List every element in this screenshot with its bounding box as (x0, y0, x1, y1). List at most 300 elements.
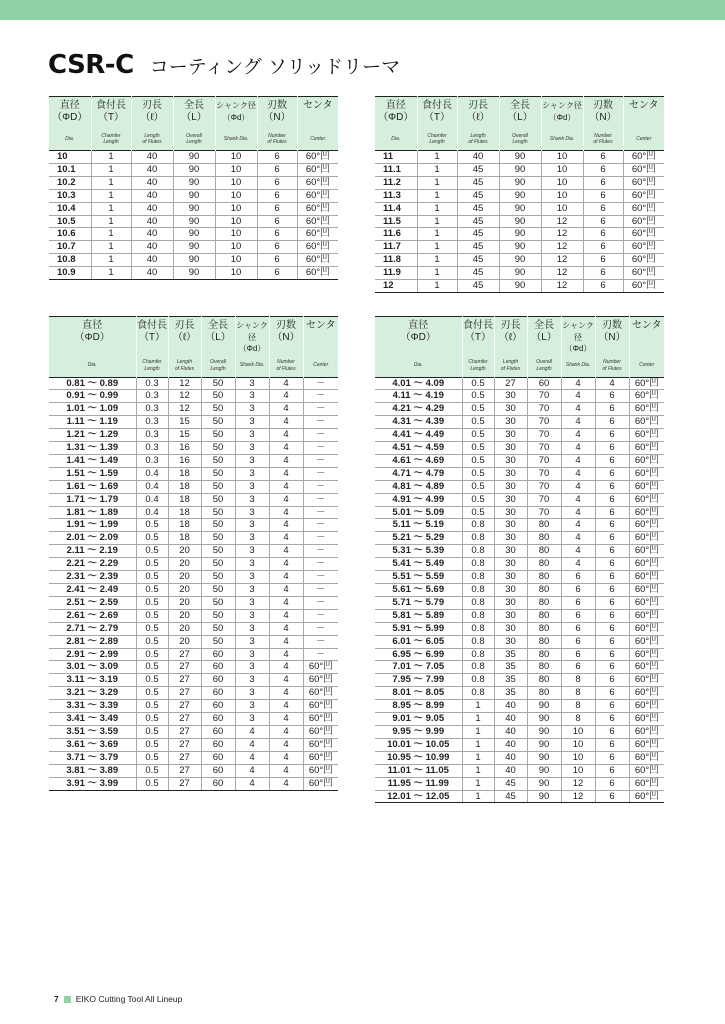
table-cell: 0.5 (136, 596, 168, 609)
diameter-cell: 5.31 ～ 5.39 (375, 545, 462, 558)
table-row (375, 390, 664, 403)
table-row (375, 241, 664, 254)
table-cell: 90 (173, 151, 215, 164)
table-cell: 3 (235, 429, 269, 442)
diameter-cell: 11.2 (375, 176, 417, 189)
table-cell: － (303, 480, 338, 493)
diameter-cell: 2.31 ～ 2.39 (49, 571, 136, 584)
table-row (49, 189, 338, 202)
diameter-cell: 3.71 ～ 3.79 (49, 751, 136, 764)
table-cell: 60°凹 (623, 241, 664, 254)
table-cell: － (303, 390, 338, 403)
table-cell: 6 (595, 661, 629, 674)
diameter-cell: 10.1 (49, 163, 91, 176)
column-header: シャンク径 （Φd） (235, 317, 269, 355)
diameter-cell: 5.01 ～ 5.09 (375, 506, 462, 519)
table-cell: 6 (595, 674, 629, 687)
table-cell: － (303, 609, 338, 622)
table-row (49, 738, 338, 751)
table-cell: 1 (91, 189, 131, 202)
diameter-cell: 1.11 ～ 1.19 (49, 416, 136, 429)
table-cell: 30 (494, 519, 527, 532)
diameter-cell: 11.01 ～ 11.05 (375, 764, 462, 777)
table-cell: 20 (168, 635, 201, 648)
table-cell: 0.5 (136, 713, 168, 726)
table-cell: 60°凹 (629, 751, 664, 764)
table-cell: 30 (494, 545, 527, 558)
table-cell: 4 (269, 725, 303, 738)
column-header: シャンク径 （Φd） (561, 317, 595, 355)
diameter-cell: 6.95 ～ 6.99 (375, 648, 462, 661)
table-cell: 60°凹 (629, 596, 664, 609)
table-cell: 4 (561, 493, 595, 506)
table-cell: 3 (235, 687, 269, 700)
table-cell: 1 (91, 228, 131, 241)
table-cell: 1 (417, 189, 457, 202)
table-cell: 1 (91, 176, 131, 189)
table-cell: 0.8 (462, 674, 494, 687)
table-cell: 45 (457, 228, 499, 241)
table-cell: 30 (494, 584, 527, 597)
table-cell: 70 (527, 416, 561, 429)
table-cell: 1 (417, 215, 457, 228)
table-cell: 6 (257, 151, 297, 164)
table-row (375, 151, 664, 164)
table-cell: 30 (494, 609, 527, 622)
diameter-cell: 4.81 ～ 4.89 (375, 480, 462, 493)
table-cell: 60°凹 (303, 687, 338, 700)
table-cell: 4 (235, 777, 269, 790)
table-row (375, 738, 664, 751)
table-cell: 10 (215, 151, 257, 164)
table-cell: 60°凹 (629, 738, 664, 751)
table-cell: 6 (583, 189, 623, 202)
table-cell: 0.5 (136, 777, 168, 790)
table-cell: 60 (201, 738, 235, 751)
table-cell: 6 (595, 622, 629, 635)
table-cell: 30 (494, 558, 527, 571)
table-cell: 4 (269, 390, 303, 403)
table-cell: 80 (527, 571, 561, 584)
table-cell: 4 (269, 558, 303, 571)
footer-square-icon (64, 996, 71, 1003)
table-row (49, 267, 338, 280)
table-row (375, 674, 664, 687)
table-cell: 0.4 (136, 480, 168, 493)
column-header-en: Overall Length (173, 128, 215, 151)
table-cell: 6 (595, 558, 629, 571)
diameter-cell: 3.31 ～ 3.39 (49, 700, 136, 713)
table-cell: 80 (527, 532, 561, 545)
table-cell: 90 (527, 725, 561, 738)
diameter-cell: 2.21 ～ 2.29 (49, 558, 136, 571)
table-cell: 1 (417, 163, 457, 176)
table-cell: 45 (457, 267, 499, 280)
table-cell: 6 (595, 596, 629, 609)
table-row (375, 202, 664, 215)
table-cell: 12 (541, 280, 583, 293)
table-cell: 60 (201, 687, 235, 700)
table-cell: 45 (457, 241, 499, 254)
diameter-cell: 3.81 ～ 3.89 (49, 764, 136, 777)
top-accent-bar (0, 0, 725, 20)
column-header-en: Dia. (49, 355, 136, 378)
table-cell: 60°凹 (623, 163, 664, 176)
column-header: センタ (623, 97, 664, 129)
table-cell: 0.8 (462, 584, 494, 597)
table-cell: 0.5 (136, 545, 168, 558)
table-row (49, 506, 338, 519)
table-cell: 50 (201, 467, 235, 480)
table-cell: 27 (168, 751, 201, 764)
table-cell: 60°凹 (623, 151, 664, 164)
table-cell: 60°凹 (303, 777, 338, 790)
table-cell: 6 (595, 687, 629, 700)
table-cell: 0.5 (136, 661, 168, 674)
table-cell: 45 (457, 280, 499, 293)
table-cell: 3 (235, 519, 269, 532)
table-cell: 0.5 (136, 648, 168, 661)
table-cell: 6 (595, 467, 629, 480)
table-cell: 12 (168, 377, 201, 390)
table-cell: 80 (527, 558, 561, 571)
column-header: 刃長 （ℓ） (494, 317, 527, 355)
table-cell: 80 (527, 519, 561, 532)
column-header: 全長 （L） (527, 317, 561, 355)
table-cell: 90 (499, 280, 541, 293)
table-cell: － (303, 622, 338, 635)
column-header-en: Length of Flutes (457, 128, 499, 151)
table-cell: － (303, 558, 338, 571)
column-header-en: Shank Dia. (215, 128, 257, 151)
table-cell: 50 (201, 584, 235, 597)
table-cell: 3 (235, 377, 269, 390)
table-row (49, 777, 338, 790)
table-cell: 6 (595, 777, 629, 790)
diameter-cell: 1.01 ～ 1.09 (49, 403, 136, 416)
table-cell: － (303, 429, 338, 442)
table-cell: 4 (269, 713, 303, 726)
diameter-cell: 10.4 (49, 202, 91, 215)
table-cell: － (303, 377, 338, 390)
table-cell: 1 (417, 228, 457, 241)
table-row (375, 661, 664, 674)
table-row (49, 228, 338, 241)
column-header-en: Shank Dia. (235, 355, 269, 378)
table-row (49, 584, 338, 597)
table-cell: 1 (462, 777, 494, 790)
table-cell: 4 (269, 700, 303, 713)
table-cell: 60°凹 (629, 442, 664, 455)
diameter-cell: 11.5 (375, 215, 417, 228)
table-cell: 45 (457, 189, 499, 202)
table-cell: 30 (494, 493, 527, 506)
table-cell: 15 (168, 429, 201, 442)
table-cell: 50 (201, 390, 235, 403)
table-cell: 4 (269, 519, 303, 532)
footer-text: EIKO Cutting Tool All Lineup (75, 994, 183, 1004)
table-cell: 0.5 (136, 751, 168, 764)
table-cell: 60°凹 (629, 687, 664, 700)
table-cell: 0.5 (136, 700, 168, 713)
table-cell: 4 (269, 467, 303, 480)
table-cell: 90 (499, 267, 541, 280)
table-cell: 90 (499, 241, 541, 254)
table-cell: 27 (168, 777, 201, 790)
table-cell: 0.5 (136, 635, 168, 648)
table-cell: 18 (168, 467, 201, 480)
table-cell: 4 (269, 751, 303, 764)
table-cell: 50 (201, 416, 235, 429)
column-header-en: Chamfer Length (91, 128, 131, 151)
table-cell: 3 (235, 609, 269, 622)
diameter-cell: 4.91 ～ 4.99 (375, 493, 462, 506)
table-cell: 4 (269, 416, 303, 429)
column-header: 全長 （L） (173, 97, 215, 129)
table-cell: 12 (541, 215, 583, 228)
table-cell: 20 (168, 596, 201, 609)
table-cell: 40 (131, 254, 173, 267)
table-cell: 60°凹 (623, 202, 664, 215)
spec-table-small-range (49, 316, 338, 791)
table-cell: 50 (201, 493, 235, 506)
table-cell: 45 (457, 202, 499, 215)
diameter-cell: 11.7 (375, 241, 417, 254)
table-cell: 30 (494, 390, 527, 403)
table-cell: 60°凹 (297, 202, 338, 215)
table-cell: 4 (269, 442, 303, 455)
table-cell: 60°凹 (629, 390, 664, 403)
table-cell: 30 (494, 442, 527, 455)
table-cell: 40 (494, 725, 527, 738)
table-cell: 60°凹 (297, 215, 338, 228)
table-row (49, 687, 338, 700)
table-cell: 60°凹 (297, 163, 338, 176)
table-cell: 4 (269, 661, 303, 674)
table-cell: 6 (595, 416, 629, 429)
table-cell: 4 (269, 777, 303, 790)
column-header: 食付長 （T） (462, 317, 494, 355)
table-row (375, 764, 664, 777)
table-row (49, 163, 338, 176)
table-cell: 12 (541, 267, 583, 280)
table-cell: 60°凹 (297, 254, 338, 267)
table-cell: 60°凹 (629, 467, 664, 480)
table-cell: 45 (457, 163, 499, 176)
table-cell: 80 (527, 596, 561, 609)
table-cell: 60°凹 (297, 189, 338, 202)
table-cell: 6 (595, 429, 629, 442)
table-row (49, 532, 338, 545)
table-cell: 0.3 (136, 442, 168, 455)
table-cell: 0.8 (462, 635, 494, 648)
table-cell: 4 (269, 506, 303, 519)
column-header-en: Overall Length (527, 355, 561, 378)
table-cell: 60°凹 (297, 241, 338, 254)
table-cell: 6 (561, 622, 595, 635)
table-cell: 50 (201, 609, 235, 622)
table-row (49, 215, 338, 228)
table-row (375, 189, 664, 202)
table-cell: 0.5 (136, 764, 168, 777)
table-cell: 70 (527, 403, 561, 416)
table-cell: 40 (494, 713, 527, 726)
diameter-cell: 10.5 (49, 215, 91, 228)
diameter-cell: 10 (49, 151, 91, 164)
table-cell: 3 (235, 545, 269, 558)
table-row (49, 202, 338, 215)
column-header-en: Shank Dia. (541, 128, 583, 151)
table-cell: － (303, 545, 338, 558)
column-header-en: Chamfer Length (136, 355, 168, 378)
diameter-cell: 5.61 ～ 5.69 (375, 584, 462, 597)
table-cell: 0.4 (136, 506, 168, 519)
column-header: 食付長 （T） (417, 97, 457, 129)
table-row (375, 584, 664, 597)
table-cell: 0.8 (462, 545, 494, 558)
table-cell: 60°凹 (623, 215, 664, 228)
table-cell: 3 (235, 403, 269, 416)
table-cell: 4 (561, 454, 595, 467)
table-cell: 30 (494, 454, 527, 467)
table-cell: 60°凹 (303, 738, 338, 751)
column-header: 食付長 （T） (136, 317, 168, 355)
table-cell: 90 (499, 254, 541, 267)
table-cell: 4 (269, 635, 303, 648)
diameter-cell: 10.95 ～ 10.99 (375, 751, 462, 764)
table-cell: 60°凹 (303, 725, 338, 738)
table-cell: 6 (595, 584, 629, 597)
table-cell: 6 (595, 635, 629, 648)
diameter-cell: 5.91 ～ 5.99 (375, 622, 462, 635)
table-cell: 0.5 (462, 506, 494, 519)
spec-table-11mm (375, 96, 664, 293)
table-cell: 6 (595, 545, 629, 558)
table-row (49, 571, 338, 584)
table-cell: 4 (269, 648, 303, 661)
table-row (375, 558, 664, 571)
table-cell: 3 (235, 493, 269, 506)
table-row (49, 241, 338, 254)
table-cell: 1 (462, 725, 494, 738)
table-cell: 6 (595, 454, 629, 467)
diameter-cell: 3.21 ～ 3.29 (49, 687, 136, 700)
table-cell: － (303, 584, 338, 597)
table-cell: 12 (561, 777, 595, 790)
table-row (375, 519, 664, 532)
table-cell: 10 (215, 189, 257, 202)
table-cell: 60 (201, 777, 235, 790)
table-cell: 40 (494, 751, 527, 764)
table-cell: － (303, 532, 338, 545)
table-cell: 60°凹 (629, 661, 664, 674)
table-cell: 10 (541, 202, 583, 215)
table-cell: 45 (457, 215, 499, 228)
table-cell: 1 (462, 700, 494, 713)
table-cell: 0.5 (136, 519, 168, 532)
table-cell: 4 (561, 390, 595, 403)
table-cell: 10 (215, 202, 257, 215)
table-row (375, 790, 664, 803)
table-cell: 4 (269, 403, 303, 416)
diameter-cell: 12.01 ～ 12.05 (375, 790, 462, 803)
table-cell: 3 (235, 442, 269, 455)
table-cell: 12 (541, 228, 583, 241)
column-header-en: Chamfer Length (417, 128, 457, 151)
table-cell: 90 (173, 228, 215, 241)
column-header: 刃数 （N） (269, 317, 303, 355)
table-cell: 20 (168, 609, 201, 622)
column-header: 全長 （L） (499, 97, 541, 129)
column-header: 刃数 （N） (595, 317, 629, 355)
table-cell: 40 (131, 202, 173, 215)
table-row (49, 725, 338, 738)
table-cell: 4 (269, 687, 303, 700)
table-cell: 6 (595, 480, 629, 493)
table-cell: 3 (235, 390, 269, 403)
table-cell: 4 (561, 403, 595, 416)
table-row (49, 609, 338, 622)
table-row (375, 545, 664, 558)
table-cell: 40 (131, 228, 173, 241)
table-cell: 8 (561, 700, 595, 713)
table-row (49, 390, 338, 403)
column-header-en: Dia. (49, 128, 91, 151)
table-cell: 40 (131, 215, 173, 228)
table-cell: 90 (173, 241, 215, 254)
table-row (49, 661, 338, 674)
product-name: コーティング ソリッドリーマ (149, 56, 401, 78)
table-cell: － (303, 442, 338, 455)
table-cell: 40 (494, 738, 527, 751)
table-cell: 90 (173, 267, 215, 280)
table-cell: 4 (561, 532, 595, 545)
diameter-cell: 9.95 ～ 9.99 (375, 725, 462, 738)
table-cell: 3 (235, 506, 269, 519)
table-row (375, 454, 664, 467)
table-cell: 12 (541, 241, 583, 254)
table-cell: 4 (269, 377, 303, 390)
table-cell: 60 (527, 377, 561, 390)
diameter-cell: 3.61 ～ 3.69 (49, 738, 136, 751)
table-cell: 27 (168, 738, 201, 751)
table-cell: 4 (561, 480, 595, 493)
column-header: シャンク径 （Φd） (541, 97, 583, 129)
table-cell: － (303, 403, 338, 416)
table-cell: 90 (173, 176, 215, 189)
table-cell: 3 (235, 571, 269, 584)
table-cell: 6 (595, 493, 629, 506)
table-cell: 60°凹 (623, 189, 664, 202)
table-cell: 10 (541, 176, 583, 189)
table-cell: 1 (417, 151, 457, 164)
diameter-cell: 10.9 (49, 267, 91, 280)
table-cell: 0.5 (462, 467, 494, 480)
table-cell: 70 (527, 429, 561, 442)
table-row (375, 377, 664, 390)
diameter-cell: 10.2 (49, 176, 91, 189)
diameter-cell: 5.51 ～ 5.59 (375, 571, 462, 584)
table-cell: 1 (91, 151, 131, 164)
table-cell: 6 (561, 596, 595, 609)
table-row (375, 280, 664, 293)
table-cell: 3 (235, 661, 269, 674)
table-cell: 10 (561, 738, 595, 751)
table-cell: 4 (235, 725, 269, 738)
table-cell: 30 (494, 429, 527, 442)
table-cell: 40 (457, 151, 499, 164)
table-cell: 30 (494, 403, 527, 416)
